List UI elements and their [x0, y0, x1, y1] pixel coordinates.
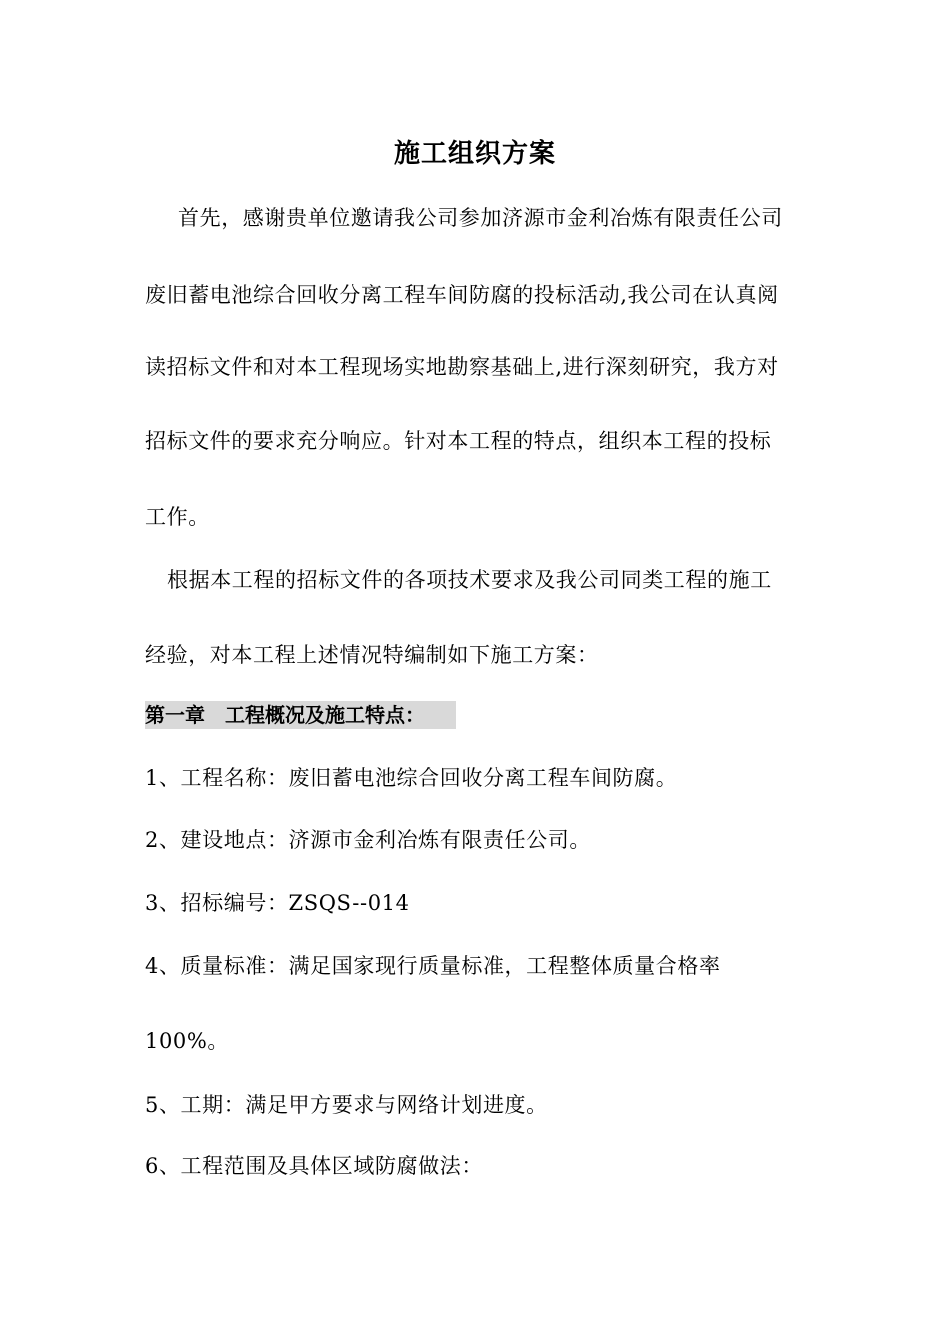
document-title: 施工组织方案: [393, 139, 556, 169]
item-bid-number: 3、招标编号：ZSQS--014: [145, 891, 410, 915]
second-para-line-2: 经验，对本工程上述情况特编制如下施工方案：: [145, 643, 599, 667]
intro-line-5: 工作。: [145, 505, 210, 529]
item-scope: 6、工程范围及具体区域防腐做法：: [145, 1154, 483, 1178]
intro-line-3: 读招标文件和对本工程现场实地勘察基础上,进行深刻研究，我方对: [145, 355, 779, 379]
intro-line-1: 首先，感谢贵单位邀请我公司参加济源市金利冶炼有限责任公司: [178, 206, 783, 230]
item-location: 2、建设地点：济源市金利冶炼有限责任公司。: [145, 828, 591, 852]
item-project-name: 1、工程名称：废旧蓄电池综合回收分离工程车间防腐。: [145, 766, 678, 790]
intro-line-2: 废旧蓄电池综合回收分离工程车间防腐的投标活动,我公司在认真阅: [145, 283, 779, 307]
item-duration: 5、工期：满足甲方要求与网络计划进度。: [145, 1093, 548, 1117]
item-quality-rate: 100%。: [145, 1029, 230, 1053]
chapter-heading: 第一章 工程概况及施工特点：: [145, 701, 456, 729]
item-quality-standard: 4、质量标准：满足国家现行质量标准，工程整体质量合格率: [145, 954, 721, 978]
second-para-line-1: 根据本工程的招标文件的各项技术要求及我公司同类工程的施工: [167, 568, 772, 592]
intro-line-4: 招标文件的要求充分响应。针对本工程的特点，组织本工程的投标: [145, 429, 772, 453]
